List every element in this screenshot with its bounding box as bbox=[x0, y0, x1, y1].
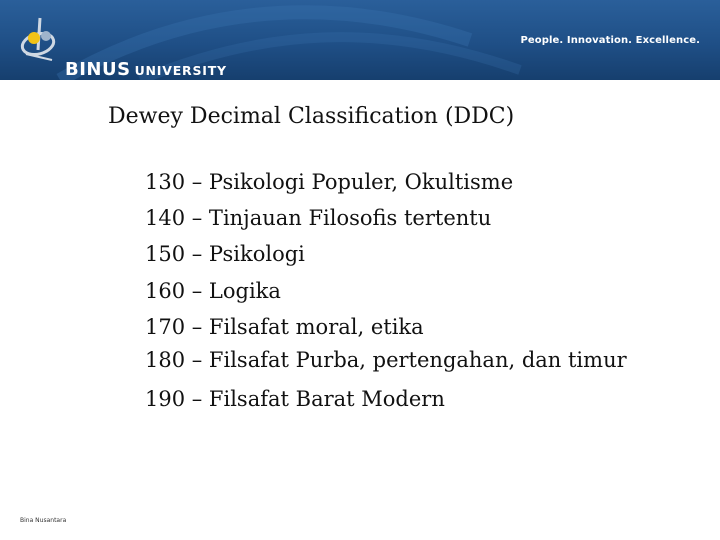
header-bar bbox=[0, 0, 720, 80]
list-item: 180 – Filsafat Purba, pertengahan, dan timur bbox=[145, 348, 627, 373]
list-item: 140 – Tinjauan Filosofis tertentu bbox=[145, 206, 492, 231]
logo-brand: BINUS bbox=[65, 59, 131, 80]
binus-logo bbox=[12, 14, 227, 80]
ddc-list bbox=[98, 164, 658, 417]
logo-suffix: UNIVERSITY bbox=[134, 63, 227, 78]
list-item: 190 – Filsafat Barat Modern bbox=[145, 387, 445, 412]
tagline: People. Innovation. Excellence. bbox=[520, 35, 700, 46]
slide-title: Dewey Decimal Classification (DDC) bbox=[108, 104, 515, 129]
footer-text: Bina Nusantara bbox=[20, 517, 67, 524]
binus-emblem-icon bbox=[12, 14, 62, 74]
list-item: 150 – Psikologi bbox=[145, 242, 305, 267]
logo-wordmark bbox=[65, 59, 227, 80]
list-item: 170 – Filsafat moral, etika bbox=[145, 314, 424, 339]
list-item: 130 – Psikologi Populer, Okultisme bbox=[145, 170, 514, 194]
list-item: 160 – Logika bbox=[145, 278, 281, 303]
